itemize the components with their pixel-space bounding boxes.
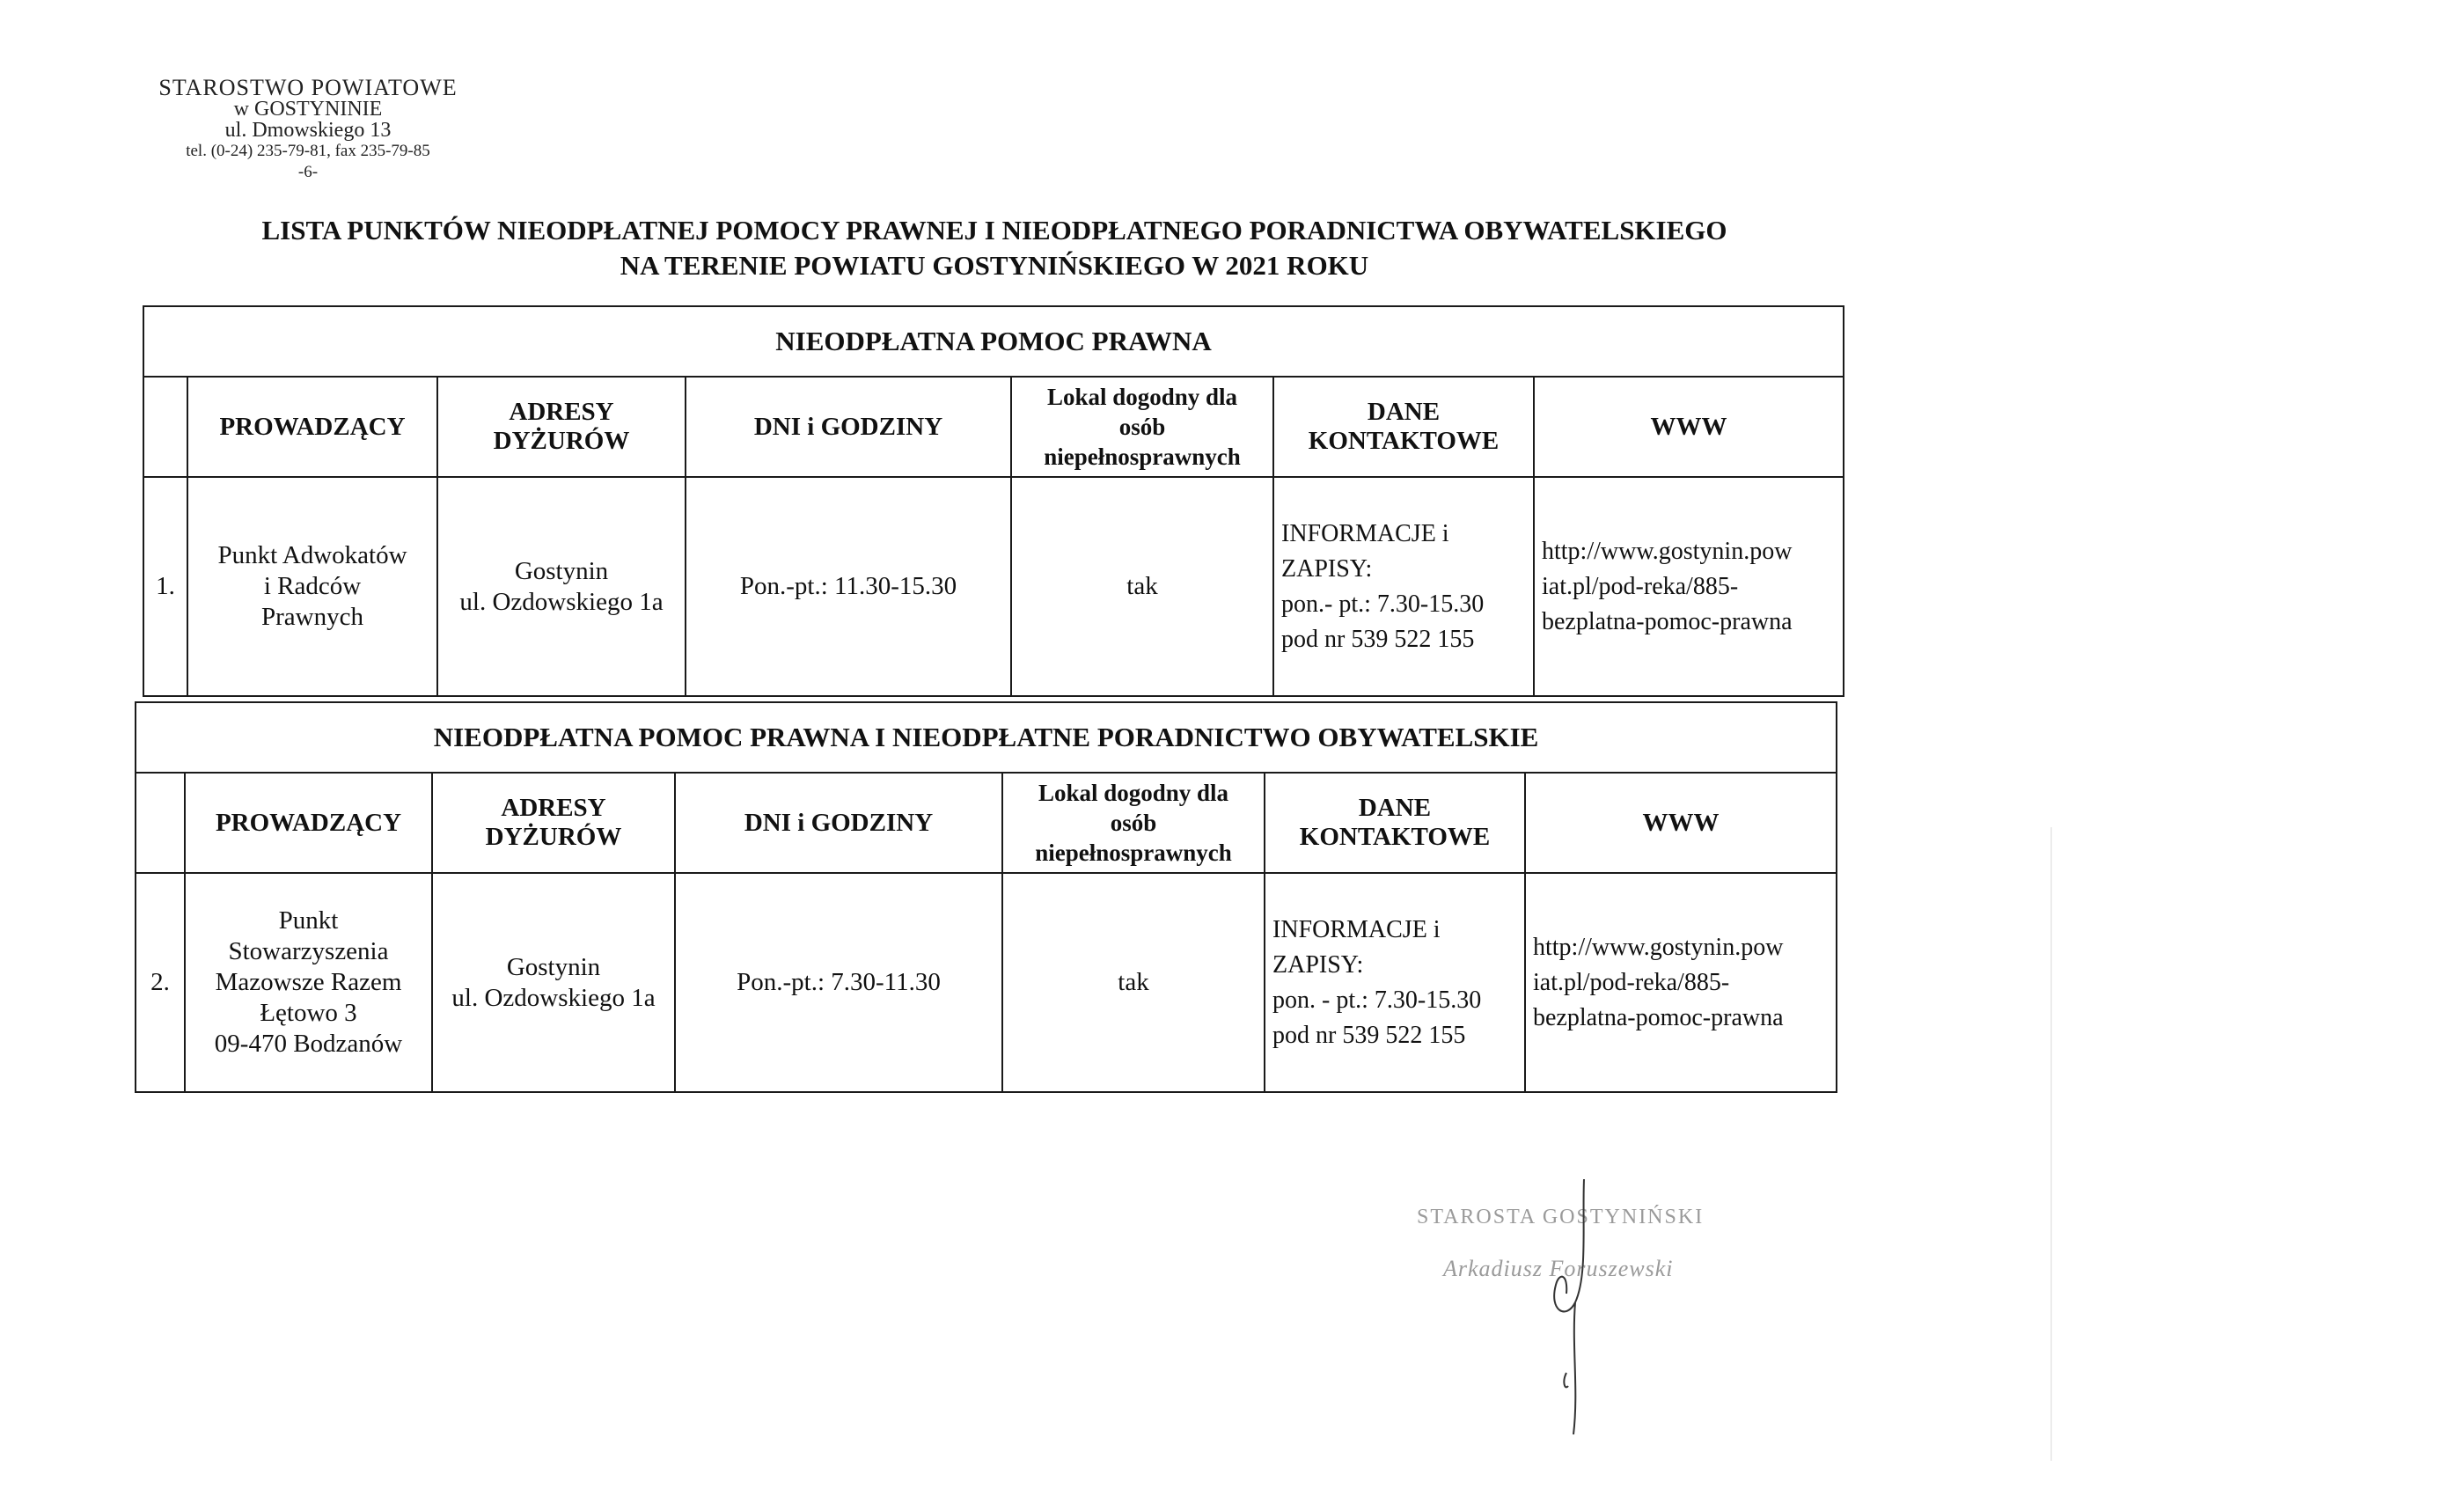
header-number [143,377,187,477]
letterhead-city: w GOSTYNINIE [233,98,383,121]
section-title: NIEODPŁATNA POMOC PRAWNA [143,306,1844,377]
page-number: -6- [297,163,319,181]
letterhead-phone: tel. (0-24) 235-79-81, fax 235-79-85 [186,142,430,160]
header-www: WWW [1525,773,1837,873]
accessible-cell: tak [1002,873,1265,1092]
provider-cell: Punkt Stowarzyszenia Mazowsze Razem Łętowo 3 09-470 Bodzanów [185,873,432,1092]
scan-edge-line [2050,827,2052,1461]
letterhead-street: ul. Dmowskiego 13 [224,119,392,142]
address-cell: Gostynin ul. Ozdowskiego 1a [437,477,686,696]
header-hours: DNI i GODZINY [686,377,1011,477]
address-cell: Gostynin ul. Ozdowskiego 1a [432,873,675,1092]
legal-aid-civic-advice-table [135,701,1837,1093]
header-row [136,773,1837,873]
header-www: WWW [1534,377,1844,477]
header-number [136,773,185,873]
handwritten-signature-icon [1514,1170,1637,1452]
legal-aid-table [143,305,1844,697]
table-row [136,873,1837,1092]
www-link[interactable]: http://www.gostynin.pow iat.pl/pod-reka/885- bezplatna-pomoc-prawna [1534,477,1844,696]
header-provider: PROWADZĄCY [187,377,437,477]
provider-cell: Punkt Adwokatów i Radców Prawnych [187,477,437,696]
letterhead-office: STAROSTWO POWIATOWE [158,75,458,100]
row-number: 1. [143,477,187,696]
header-address: ADRESY DYŻURÓW [437,377,686,477]
header-address: ADRESY DYŻURÓW [432,773,675,873]
contact-cell: INFORMACJE i ZAPISY: pon. - pt.: 7.30-15.30 pod nr 539 522 155 [1265,873,1525,1092]
header-provider: PROWADZĄCY [185,773,432,873]
header-row [143,377,1844,477]
document-title [141,213,1848,283]
title-line-1: LISTA PUNKTÓW NIEODPŁATNEJ POMOCY PRAWNEJ I NIEODPŁATNEGO PORADNICTWA OBYWATELSKIEGO [261,215,1727,246]
title-line-2: NA TERENIE POWIATU GOSTYNIŃSKIEGO W 2021 ROKU [620,250,1369,281]
header-contact: DANE KONTAKTOWE [1265,773,1525,873]
hours-cell: Pon.-pt.: 7.30-11.30 [675,873,1002,1092]
header-accessible: Lokal dogodny dla osób niepełnosprawnych [1011,377,1273,477]
header-hours: DNI i GODZINY [675,773,1002,873]
accessible-cell: tak [1011,477,1273,696]
header-contact: DANE KONTAKTOWE [1273,377,1534,477]
www-link[interactable]: http://www.gostynin.pow iat.pl/pod-reka/885- bezplatna-pomoc-prawna [1525,873,1837,1092]
table-row [143,477,1844,696]
section-title: NIEODPŁATNA POMOC PRAWNA I NIEODPŁATNE PORADNICTWO OBYWATELSKIE [136,702,1837,773]
signature-name: Arkadiusz Foruszewski [1443,1256,1674,1281]
letterhead-stamp [132,77,484,183]
header-accessible: Lokal dogodny dla osób niepełnosprawnych [1002,773,1265,873]
hours-cell: Pon.-pt.: 11.30-15.30 [686,477,1011,696]
signature-title: STAROSTA GOSTYNIŃSKI [1417,1206,1705,1228]
contact-cell: INFORMACJE i ZAPISY: pon.- pt.: 7.30-15.30 pod nr 539 522 155 [1273,477,1534,696]
row-number: 2. [136,873,185,1092]
